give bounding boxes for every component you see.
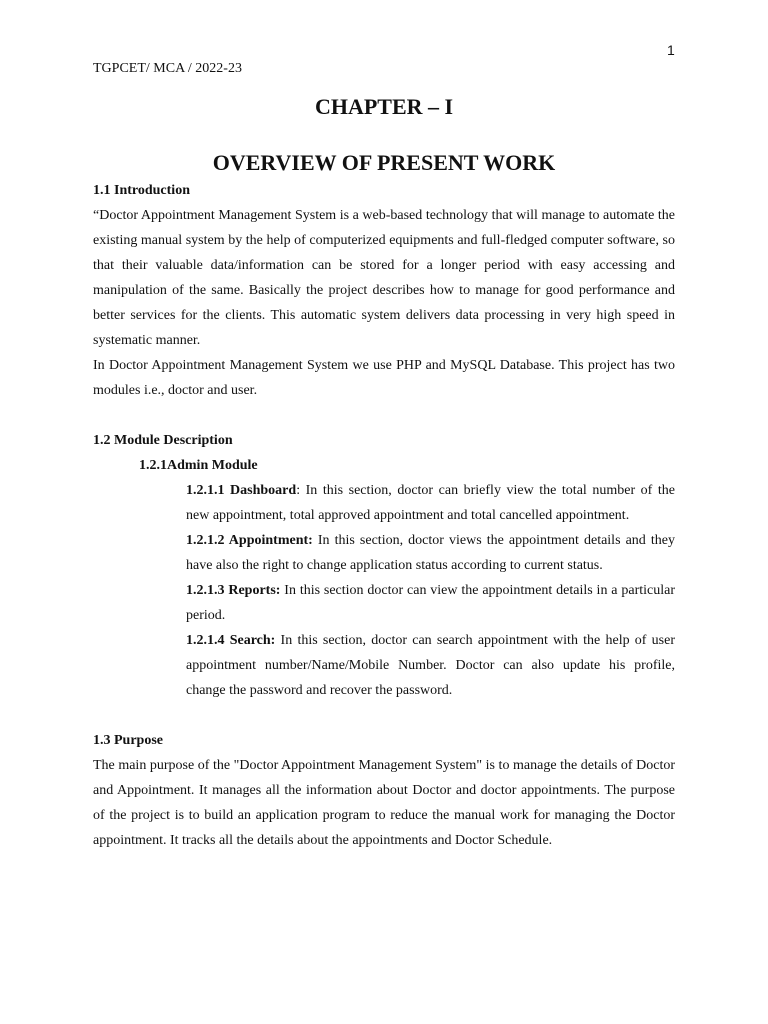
- running-header: TGPCET/ MCA / 2022-23: [93, 61, 242, 76]
- module-item-text: : In this section, doctor can briefly view the total number of the new appointment, total approved appointment and total cancelled appointment.: [186, 483, 675, 523]
- module-item-appointment: [186, 528, 675, 578]
- intro-paragraph-2: In Doctor Appointment Management System we use PHP and MySQL Database. This project has two modules i.e., doctor and user.: [93, 358, 675, 398]
- section-heading-introduction: 1.1 Introduction: [93, 183, 190, 198]
- module-item-text: In this section, doctor can search appointment with the help of user appointment number/Name/Mobile Number. Doctor can also update his profile, change the password and recover the password.: [186, 633, 675, 698]
- intro-paragraph-1: “Doctor Appointment Management System is a web-based technology that will manage to automate the existing manual system by the help of computerized equipments and full-fledged computer software, so that their valuable data/information can be stored for a longer period with easy accessing and manipulation of the same. Basically the project describes how to manage for good performance and better services for the clients. This automatic system delivers data processing in very high speed in systematic manner.: [93, 208, 675, 348]
- module-item-text: In this section, doctor views the appointment details and they have also the right to change application status according to current status.: [186, 533, 675, 573]
- module-item-label: 1.2.1.4 Search:: [186, 633, 276, 648]
- section-heading-module-description: 1.2 Module Description: [93, 433, 233, 448]
- subsection-heading-admin-module: 1.2.1Admin Module: [139, 458, 258, 473]
- module-item-label: 1.2.1.1 Dashboard: [186, 483, 297, 498]
- page-number: 1: [667, 42, 675, 58]
- module-item-label: 1.2.1.2 Appointment:: [186, 533, 313, 548]
- module-item-label: 1.2.1.3 Reports:: [186, 583, 281, 598]
- section-spacer: [93, 703, 675, 728]
- page-title: OVERVIEW OF PRESENT WORK: [212, 150, 556, 175]
- section-spacer: [93, 403, 675, 428]
- module-item-text: In this section doctor can view the appointment details in a particular period.: [186, 583, 675, 623]
- chapter-title: CHAPTER – I: [314, 94, 454, 119]
- section-heading-purpose: 1.3 Purpose: [93, 733, 163, 748]
- module-item-reports: [186, 578, 675, 628]
- document-body: [93, 178, 675, 853]
- purpose-paragraph: The main purpose of the "Doctor Appointment Management System" is to manage the details of Doctor and Appointment. It manages all the information about Doctor and doctor appointments. The purpose of the project is to build an application program to reduce the manual work for managing the Doctor appointment. It tracks all the details about the appointments and Doctor Schedule.: [93, 758, 675, 848]
- module-item-dashboard: [186, 478, 675, 528]
- module-item-search: [186, 628, 675, 703]
